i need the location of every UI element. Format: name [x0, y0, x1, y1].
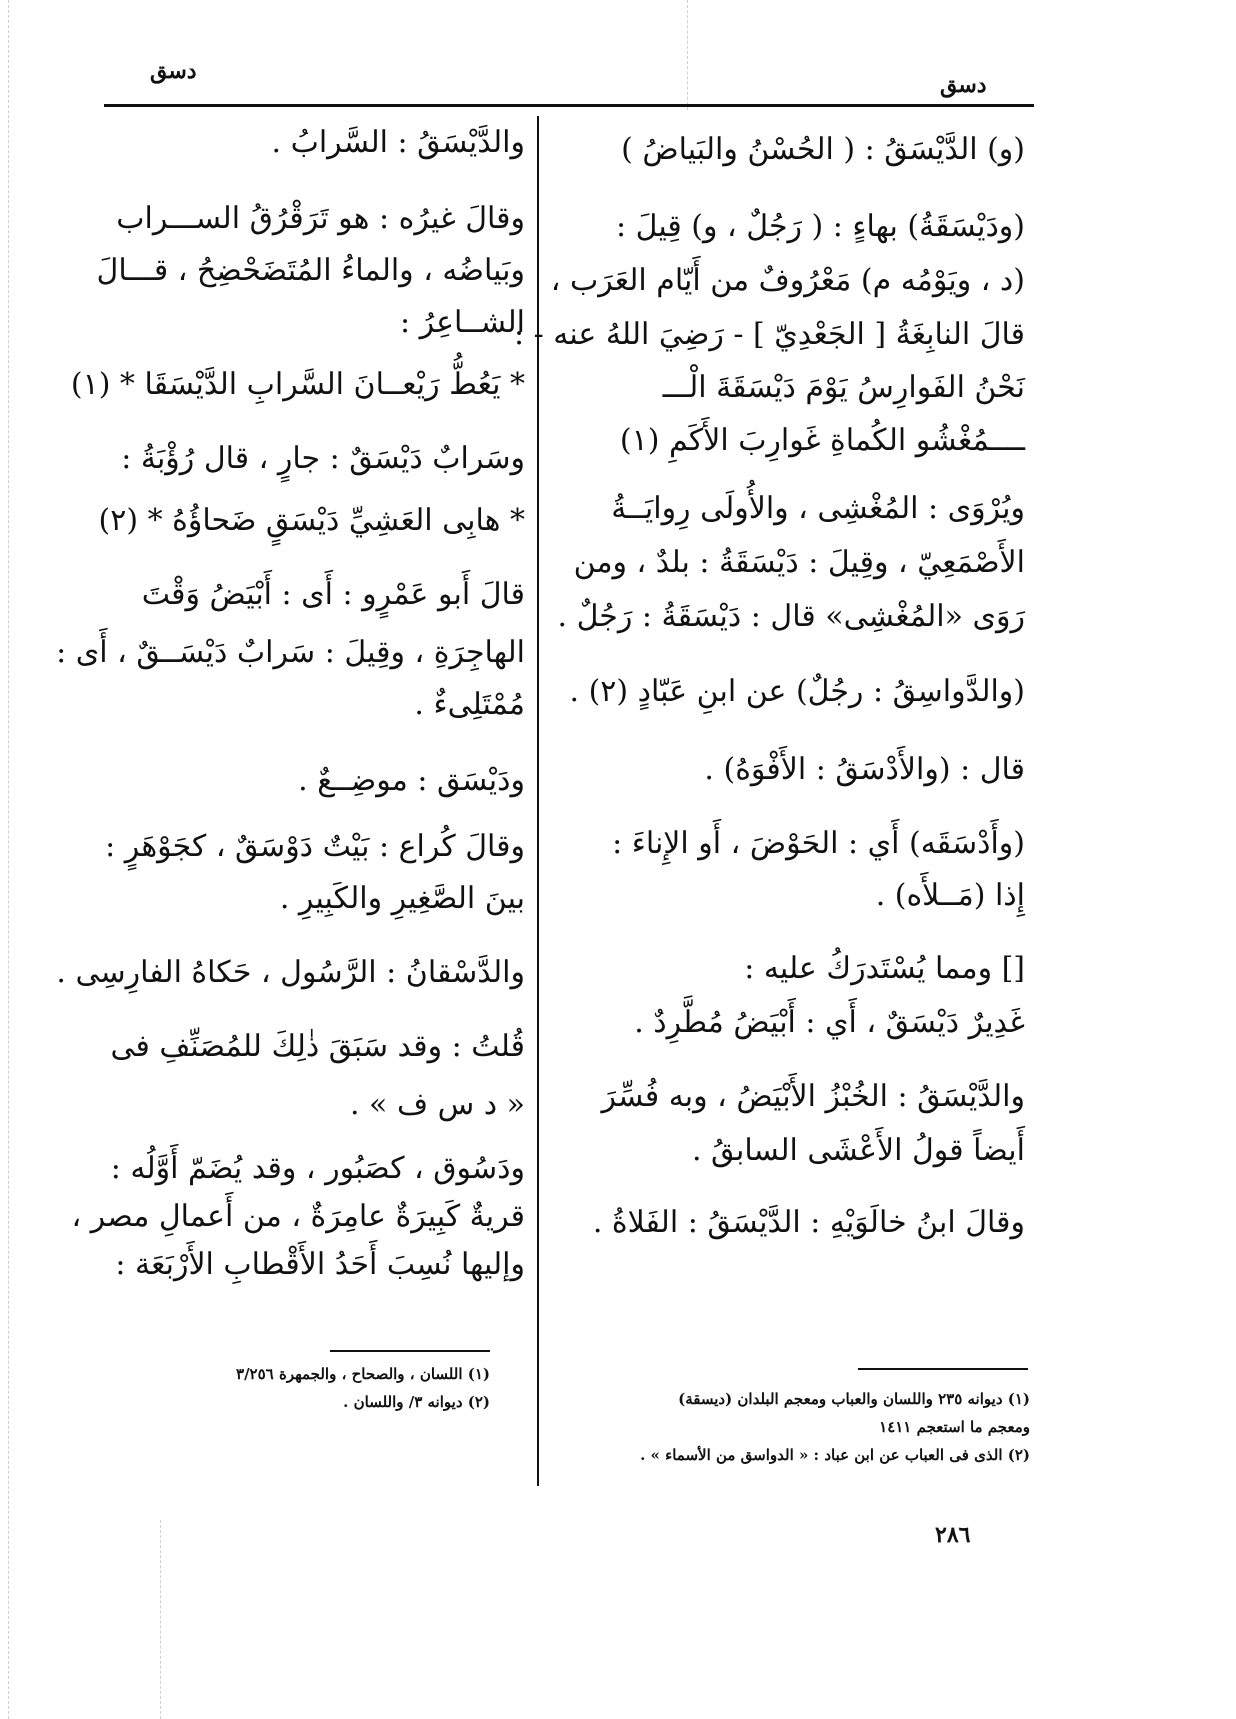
text-line: إِذا (مَــلأَه) . [875, 878, 1025, 913]
verse-line: * هابِى العَشِيِّ دَيْسَقٍ ضَحاؤُهُ * (٢) [98, 503, 525, 538]
text-line: الشــاعِرُ : [399, 305, 525, 340]
footnote-rule-right [858, 1368, 1028, 1370]
text-line: (ودَيْسَقَةُ) بهاءٍ : ( رَجُلٌ ، و) قِيلَ : [616, 209, 1025, 244]
scan-artifact-line [160, 1520, 161, 1719]
text-line: الأَصْمَعِيّ ، وقِيلَ : دَيْسَقَةُ : بلدٌ ، ومن [573, 545, 1025, 580]
text-line: وإليها نُسِبَ أَحَدُ الأَقْطابِ الأَرْبَعَة : [115, 1247, 525, 1282]
footnote: ومعجم ما استعجم ١٤١١ [879, 1418, 1030, 1436]
footnote: (٢) ديوانه ٣/ واللسان . [343, 1393, 490, 1411]
text-line: غَدِيرٌ دَيْسَقٌ ، أَي : أَبْيَضُ مُطَّرِدٌ . [634, 1005, 1025, 1040]
header-rule [104, 104, 1034, 107]
text-line: وقالَ ابنُ خالَوَيْهِ : الدَّيْسَقُ : الفَلاةُ . [592, 1205, 1025, 1240]
left-column [56, 125, 525, 1289]
footnotes-right [575, 1385, 1030, 1469]
text-line: (وأَدْسَقَه) أَي : الحَوْضَ ، أَو الإِناءَ : [612, 826, 1025, 861]
text-line: ودَسُوق ، كصَبُور ، وقد يُضَمّ أَوَّلُه : [110, 1151, 525, 1186]
scan-artifact-line [8, 0, 9, 1719]
text-line: رَوَى «المُغْشِى» قال : دَيْسَقَةُ : رَجُلٌ . [557, 599, 1025, 634]
text-line: وقالَ كُراع : بَيْتٌ دَوْسَقٌ ، كجَوْهَرٍ : [105, 829, 525, 864]
verse-line: نَحْنُ الفَوارِسُ يَوْمَ دَيْسَقَةَ الْـــ [662, 370, 1025, 405]
text-line: قال : (والأَدْسَقُ : الأَفْوَهُ) . [704, 752, 1025, 787]
text-line: ويُرْوَى : المُغْشِى ، والأُولَى رِوايَــةُ [611, 491, 1025, 526]
footnote: (١) اللسان ، والصحاح ، والجمهرة ٣/٢٥٦ [236, 1365, 490, 1383]
text-line: ودَيْسَق : موضِــعٌ . [298, 763, 525, 798]
page-number: ٢٨٦ [935, 1522, 971, 1548]
text-line: وسَرابٌ دَيْسَقٌ : جارٍ ، قال رُؤْبَةُ : [121, 441, 525, 476]
text-line: والدَّيْسَقُ : الخُبْزُ الأَبْيَضُ ، وبه فُسِّرَ [601, 1079, 1025, 1114]
right-column [513, 125, 1025, 1250]
footnote: (٢) الذى فى العباب عن ابن عباد : « الدواسق من الأسماء » . [640, 1446, 1030, 1464]
text-line: وبَياضُه ، والماءُ المُتَضَحْضِحُ ، قـــالَ [96, 253, 525, 288]
text-line: بينَ الصَّغِيرِ والكَبِيرِ . [279, 881, 525, 916]
running-head-left: دسق [150, 58, 197, 84]
text-line: (والدَّواسِقُ : رجُلٌ) عن ابنِ عَبّادٍ (٢) . [569, 674, 1025, 709]
text-line: والدَّسْقانُ : الرَّسُول ، حَكاهُ الفارِسِى . [56, 955, 525, 990]
text-line: وقالَ غيرُه : هو تَرَقْرُقُ الســـراب [116, 201, 525, 236]
footnote: (١) ديوانه ٢٣٥ واللسان والعباب ومعجم البلدان (ديسقة) [678, 1390, 1030, 1408]
running-head-right: دسق [940, 72, 987, 98]
text-line: قالَ أَبو عَمْرٍو : أَى : أَبْيَضُ وَقْتَ [141, 577, 525, 612]
scan-artifact-line [687, 0, 688, 110]
text-line: أَيضاً قولُ الأَعْشَى السابقُ . [691, 1133, 1025, 1168]
verse-line: ــــمُغْشُو الكُماةِ غَوارِبَ الأَكَمِ (١) [619, 423, 1025, 458]
text-line: « د س ف » . [349, 1087, 525, 1122]
text-line: قُلتُ : وقد سَبَقَ ذٰلِكَ للمُصَنِّفِ فى [110, 1029, 525, 1064]
footnote-rule-left [330, 1350, 490, 1352]
text-line: (و) الدَّيْسَقُ : ( الحُسْنُ والبَياضُ ) [621, 132, 1025, 167]
footnotes-left [150, 1360, 490, 1416]
text-line: مُمْتَلِىءٌ . [414, 687, 525, 722]
verse-line: * يَعُطُّ رَيْعــانَ السَّرابِ الدَّيْسَقَا * (١) [70, 367, 525, 402]
text-line: والدَّيْسَقُ : السَّرابُ . [271, 125, 525, 160]
text-line: [] ومما يُسْتَدرَكُ عليه : [744, 951, 1025, 986]
text-line: (د ، ويَوْمُه م) مَعْرُوفٌ من أَيّام العَرَب ، [550, 263, 1025, 298]
text-line: قالَ النابِغَةُ [ الجَعْدِيّ ] - رَضِيَ اللهُ عنه - : [513, 317, 1025, 352]
text-line: الهاجِرَةِ ، وقِيلَ : سَرابٌ دَيْسَــقٌ ، أَى : [56, 635, 525, 670]
text-line: قريةٌ كَبِيرَةٌ عامِرَةٌ ، من أَعمالِ مصر ، [71, 1199, 525, 1234]
